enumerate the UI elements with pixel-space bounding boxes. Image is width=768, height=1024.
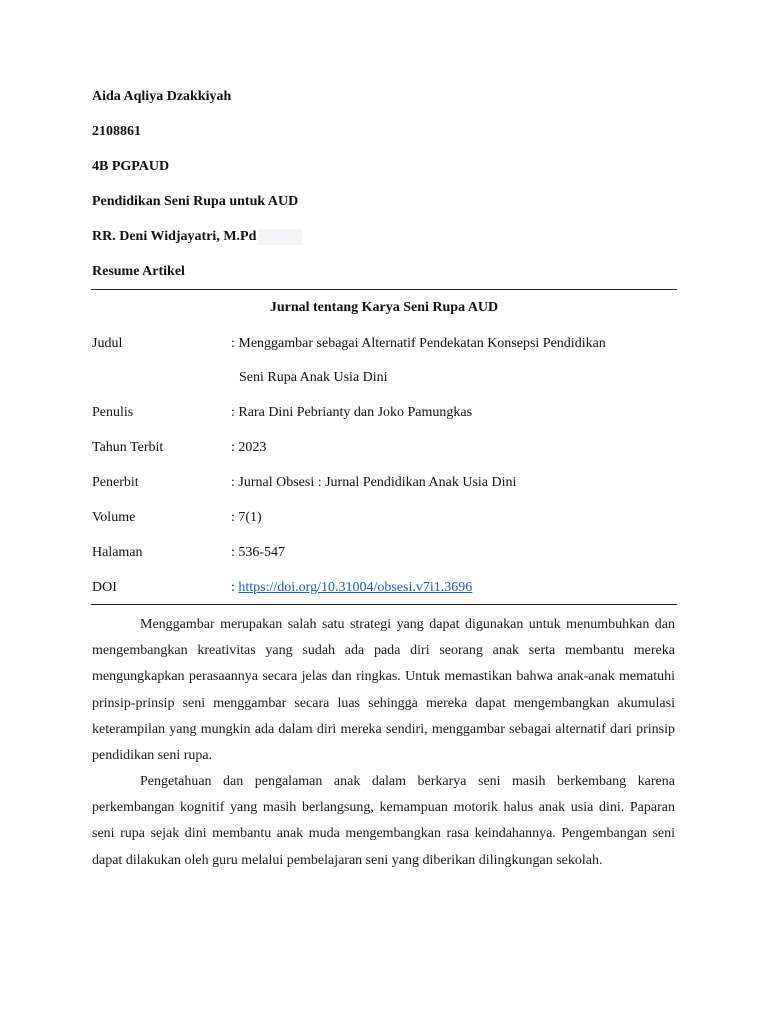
row-value: : Rara Dini Pebrianty dan Joko Pamungkas <box>231 405 473 420</box>
table-top-rule <box>91 289 677 290</box>
course-title: Pendidikan Seni Rupa untuk AUD <box>92 194 299 209</box>
body-paragraph: Pengetahuan dan pengalaman anak dalam berkarya seni masih berkembang karena perkembangan kognitif yang masih berlangsung, kemampuan motorik halus anak usia dini. Paparan seni rupa sejak dini membantu anak muda mengembangkan rasa keindahannya. Pengembangan seni dapat dilakukan oleh guru melalui pembelajaran seni yang diberikan dilingkungan sekolah. <box>92 774 675 868</box>
row-value: : Jurnal Obsesi : Jurnal Pendidikan Anak Usia Dini <box>231 475 517 490</box>
body-paragraph: Menggambar merupakan salah satu strategi yang dapat digunakan untuk menumbuhkan dan mengembangkan kreativitas yang sudah ada pada diri seorang anak serta membantu mereka mengungkapkan perasaannya secara jelas dan ringkas. Untuk memastikan bahwa anak-anak mematuhi prinsip-prinsip seni menggambar secara luas sehingga mereka dapat mengembangkan akumulasi keterampilan yang mungkin ada dalam diri mereka sendiri, menggambar sebagai alternatif dari prinsip pendidikan seni rupa. <box>92 617 675 764</box>
lecturer-name: RR. Deni Widjayatri, M.Pd <box>92 229 257 244</box>
row-value: : 536-547 <box>231 545 286 560</box>
row-label: Volume <box>92 510 136 525</box>
row-value: : 7(1) <box>231 510 262 525</box>
doi-link[interactable]: https://doi.org/10.31004/obsesi.v7i1.3696 <box>238 580 473 595</box>
doi-value <box>231 579 472 597</box>
row-label: Halaman <box>92 545 143 560</box>
row-label: Tahun Terbit <box>92 440 164 455</box>
row-label: DOI <box>92 580 117 595</box>
row-label: Penulis <box>92 405 134 420</box>
class-name: 4B PGPAUD <box>92 159 170 174</box>
table-bottom-rule <box>91 604 677 605</box>
author-name: Aida Aqliya Dzakkiyah <box>92 89 232 104</box>
table-title: Jurnal tentang Karya Seni Rupa AUD <box>269 300 499 315</box>
doi-prefix: : <box>231 580 239 595</box>
highlight-shade <box>258 229 302 245</box>
student-id: 2108861 <box>92 124 141 139</box>
lecturer-line <box>92 228 302 246</box>
row-value: : 2023 <box>231 440 267 455</box>
row-label: Judul <box>92 336 123 351</box>
row-label: Penerbit <box>92 475 139 490</box>
document-type: Resume Artikel <box>92 264 185 279</box>
row-value: Seni Rupa Anak Usia Dini <box>239 370 388 385</box>
row-value: : Menggambar sebagai Alternatif Pendekatan Konsepsi Pendidikan <box>231 336 606 351</box>
